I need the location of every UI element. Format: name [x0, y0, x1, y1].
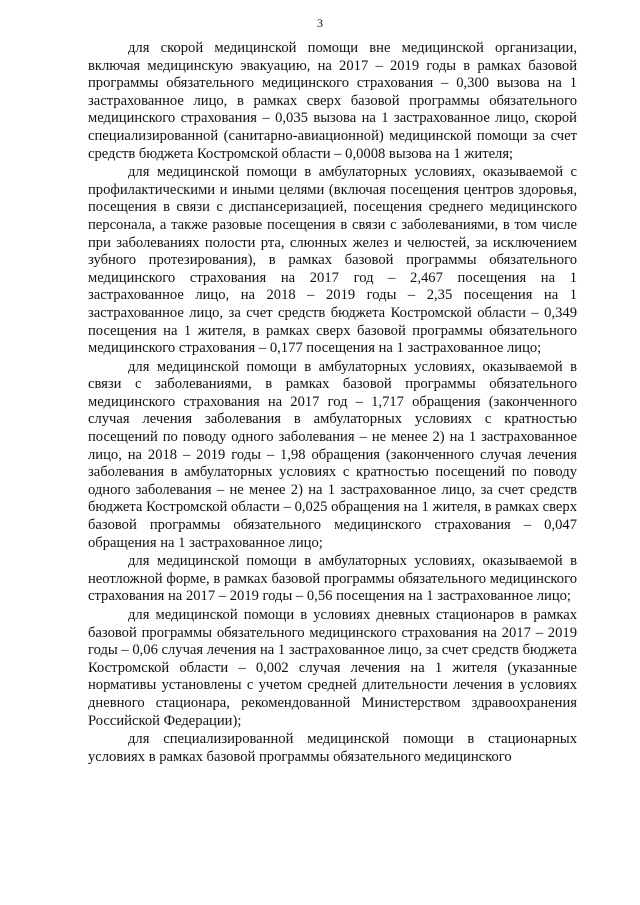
page-number: 3	[317, 16, 323, 30]
paragraph-specialized-inpatient: для специализированной медицинской помощи в стационарных условиях в рамках базовой программы обязательного медицинского	[88, 731, 577, 765]
paragraph-outpatient-urgent: для медицинской помощи в амбулаторных условиях, оказываемой в неотложной форме, в рамках базовой программы обязательного медицинского страхования на 2017 – 2019 годы – 0,56 посещения на 1 застрахованное лицо;	[88, 553, 577, 605]
paragraph-emergency-care: для скорой медицинской помощи вне медицинской организации, включая медицинскую эвакуацию, на 2017 – 2019 годы в рамках базовой программы обязательного медицинского страхования – 0,300 вызова на 1 застрахованное лицо, в рамках сверх базовой программы обязательного медицинского страхования – 0,035 вызова на 1 застрахованное лицо, скорой специализированной (санитарно-авиационной) медицинской помощи за счет средств бюджета Костромской области – 0,0008 вызова на 1 жителя;	[88, 40, 577, 162]
paragraph-outpatient-disease: для медицинской помощи в амбулаторных условиях, оказываемой в связи с заболеваниями, в рамках базовой программы обязательного медицинского страхования на 2017 год – 1,717 обращения (законченного случая лечения заболевания в амбулаторных условиях с кратностью посещений по поводу одного заболевания – не менее 2) на 1 застрахованное лицо, на 2018 – 2019 годы – 1,98 обращения (законченного случая лечения заболевания в амбулаторных условиях с кратностью посещений по поводу одного заболевания – не менее 2) на 1 застрахованное лицо, за счет средств бюджета Костромской области – 0,025 обращения на 1 жителя, в рамках сверх базовой программы обязательного медицинского страхования – 0,047 обращения на 1 застрахованное лицо;	[88, 358, 577, 551]
paragraph-day-hospital: для медицинской помощи в условиях дневных стационаров в рамках базовой программы обязательного медицинского страхования на 2017 – 2019 годы – 0,06 случая лечения на 1 застрахованное лицо, за счет средств бюджета Костромской области – 0,002 случая лечения на 1 жителя (указанные нормативы установлены с учетом средней длительности лечения в условиях дневного стационара, рекомендованной Министерством здравоохранения Российской Федерации);	[88, 607, 578, 729]
document-body	[88, 40, 577, 767]
paragraph-outpatient-preventive: для медицинской помощи в амбулаторных условиях, оказываемой с профилактическими и иными целями (включая посещения центров здоровья, посещения в связи с диспансеризацией, посещения среднего медицинского персонала, а также разовые посещения в связи с заболеваниями, в том числе при заболеваниях полости рта, слюнных желез и челюстей, за исключением зубного протезирования), в рамках базовой программы обязательного медицинского страхования на 2017 год – 2,467 посещения на 1 застрахованное лицо, на 2018 – 2019 годы – 2,35 посещения на 1 застрахованное лицо, за счет средств бюджета Костромской области – 0,349 посещения на 1 жителя, в рамках сверх базовой программы обязательного медицинского страхования – 0,177 посещения на 1 застрахованное лицо;	[88, 164, 577, 357]
